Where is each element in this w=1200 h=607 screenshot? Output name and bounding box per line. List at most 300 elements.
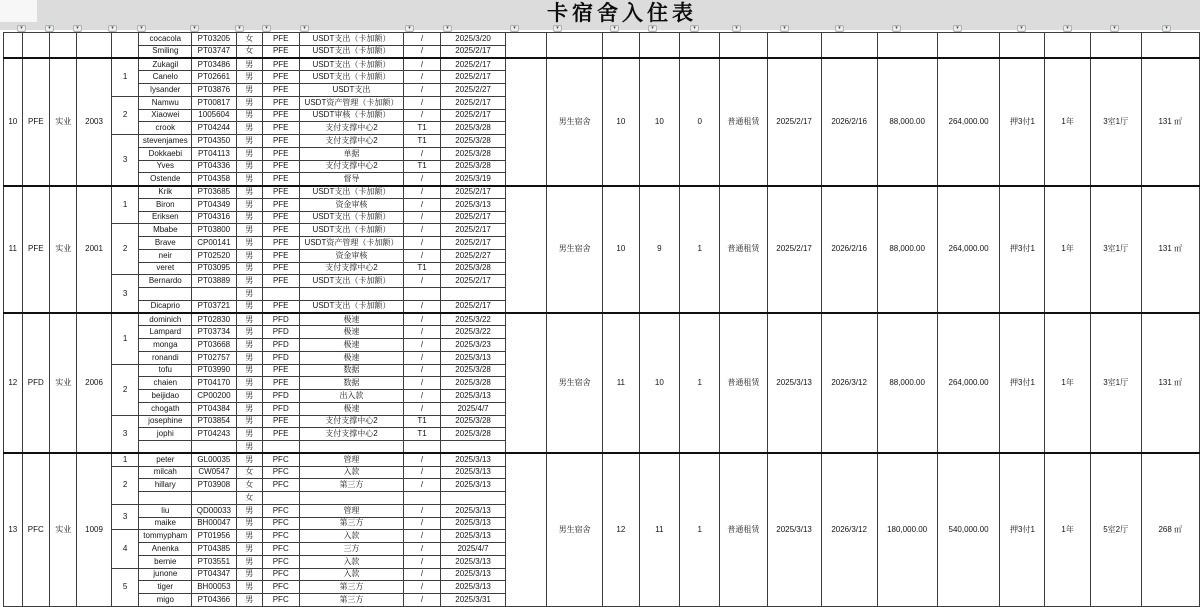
- member-name-cell[interactable]: Canelo: [139, 71, 192, 84]
- member-name-cell[interactable]: lysander: [139, 84, 192, 97]
- job-cell[interactable]: USDT资产管理（卡加额）: [299, 237, 403, 250]
- member-id-cell[interactable]: GL00035: [192, 453, 237, 466]
- tier-cell[interactable]: /: [404, 71, 441, 84]
- room-layout-cell[interactable]: 3室1厅: [1090, 313, 1141, 453]
- member-id-cell[interactable]: PT04350: [192, 135, 237, 148]
- gender-cell[interactable]: 男: [236, 504, 262, 517]
- tier-cell[interactable]: /: [404, 237, 441, 250]
- job-cell[interactable]: [299, 441, 403, 454]
- dorm-type-cell[interactable]: 男生宿舍: [547, 453, 603, 606]
- total-amount-cell[interactable]: 264,000.00: [937, 313, 1000, 453]
- member-name-cell[interactable]: Xiaowei: [139, 109, 192, 122]
- tier-cell[interactable]: /: [404, 555, 441, 568]
- dept-cell[interactable]: PFC: [262, 543, 299, 556]
- dept-cell[interactable]: PFD: [262, 402, 299, 415]
- area-cell[interactable]: 131 ㎡: [1141, 58, 1199, 186]
- member-name-cell[interactable]: tiger: [139, 581, 192, 594]
- gender-cell[interactable]: 女: [236, 492, 262, 505]
- tier-cell[interactable]: /: [404, 33, 441, 46]
- bed-count-cell[interactable]: 10: [603, 186, 640, 314]
- member-id-cell[interactable]: BH00053: [192, 581, 237, 594]
- group-no-cell[interactable]: 2: [111, 224, 139, 275]
- dept-cell[interactable]: [262, 441, 299, 454]
- job-cell[interactable]: 极速: [299, 339, 403, 352]
- group-no-cell[interactable]: 3: [111, 415, 139, 453]
- member-id-cell[interactable]: [192, 492, 237, 505]
- dept-cell[interactable]: PFD: [262, 313, 299, 326]
- dept-cell[interactable]: PFE: [262, 122, 299, 135]
- member-name-cell[interactable]: jophi: [139, 428, 192, 441]
- checkin-date-cell[interactable]: 2025/3/28: [440, 160, 506, 173]
- lease-type-cell[interactable]: 普通租赁: [720, 186, 767, 314]
- tier-cell[interactable]: /: [404, 84, 441, 97]
- tier-cell[interactable]: [404, 288, 441, 301]
- dept-cell[interactable]: PFE: [262, 96, 299, 109]
- rent-amount-cell[interactable]: 88,000.00: [877, 58, 937, 186]
- business-type-cell[interactable]: 实业: [50, 58, 77, 186]
- dept-cell[interactable]: PFE: [262, 198, 299, 211]
- gender-cell[interactable]: 男: [236, 262, 262, 275]
- checkin-date-cell[interactable]: 2025/3/20: [440, 33, 506, 46]
- job-cell[interactable]: 极速: [299, 313, 403, 326]
- member-id-cell[interactable]: PT03668: [192, 339, 237, 352]
- gender-cell[interactable]: 男: [236, 453, 262, 466]
- column-dropdown-icon[interactable]: ▾: [108, 25, 117, 32]
- tier-cell[interactable]: /: [404, 543, 441, 556]
- tier-cell[interactable]: /: [404, 453, 441, 466]
- member-name-cell[interactable]: monga: [139, 339, 192, 352]
- rent-amount-cell[interactable]: 88,000.00: [877, 313, 937, 453]
- checkin-date-cell[interactable]: 2025/3/13: [440, 530, 506, 543]
- member-id-cell[interactable]: PT04336: [192, 160, 237, 173]
- column-dropdown-icon[interactable]: ▾: [1110, 25, 1119, 32]
- company-cell[interactable]: PFD: [22, 313, 49, 453]
- lease-start-cell[interactable]: 2025/3/13: [767, 313, 821, 453]
- gender-cell[interactable]: 男: [236, 364, 262, 377]
- checkin-date-cell[interactable]: 2025/2/17: [440, 45, 506, 58]
- member-id-cell[interactable]: PT02830: [192, 313, 237, 326]
- room-layout-cell[interactable]: 5室2厅: [1090, 453, 1141, 606]
- group-no-cell[interactable]: 3: [111, 275, 139, 313]
- job-cell[interactable]: 支付支撑中心2: [299, 160, 403, 173]
- group-no-cell[interactable]: 3: [111, 135, 139, 186]
- job-cell[interactable]: 管理: [299, 453, 403, 466]
- dept-cell[interactable]: PFE: [262, 415, 299, 428]
- checkin-date-cell[interactable]: 2025/3/23: [440, 339, 506, 352]
- tier-cell[interactable]: /: [404, 402, 441, 415]
- tier-cell[interactable]: T1: [404, 262, 441, 275]
- tier-cell[interactable]: /: [404, 186, 441, 199]
- checkin-date-cell[interactable]: 2025/2/17: [440, 71, 506, 84]
- member-name-cell[interactable]: cocacola: [139, 33, 192, 46]
- member-name-cell[interactable]: Yves: [139, 160, 192, 173]
- dept-cell[interactable]: PFE: [262, 211, 299, 224]
- job-cell[interactable]: 支付支撑中心2: [299, 415, 403, 428]
- member-id-cell[interactable]: PT03876: [192, 84, 237, 97]
- tier-cell[interactable]: /: [404, 504, 441, 517]
- gender-cell[interactable]: 男: [236, 58, 262, 71]
- checkin-date-cell[interactable]: 2025/3/22: [440, 313, 506, 326]
- checkin-date-cell[interactable]: 2025/3/28: [440, 122, 506, 135]
- total-amount-cell[interactable]: 264,000.00: [937, 186, 1000, 314]
- column-dropdown-icon[interactable]: ▾: [892, 25, 901, 32]
- gender-cell[interactable]: 男: [236, 211, 262, 224]
- dept-cell[interactable]: PFD: [262, 326, 299, 339]
- tier-cell[interactable]: /: [404, 147, 441, 160]
- gender-cell[interactable]: 男: [236, 581, 262, 594]
- job-cell[interactable]: 三方: [299, 543, 403, 556]
- member-name-cell[interactable]: chaien: [139, 377, 192, 390]
- dept-cell[interactable]: PFD: [262, 390, 299, 403]
- member-name-cell[interactable]: veret: [139, 262, 192, 275]
- tier-cell[interactable]: /: [404, 300, 441, 313]
- job-cell[interactable]: 管理: [299, 504, 403, 517]
- checkin-date-cell[interactable]: 2025/2/17: [440, 109, 506, 122]
- group-no-cell[interactable]: 1: [111, 58, 139, 96]
- tier-cell[interactable]: T1: [404, 160, 441, 173]
- member-name-cell[interactable]: hillary: [139, 479, 192, 492]
- job-cell[interactable]: 支付支撑中心2: [299, 135, 403, 148]
- company-cell[interactable]: PFE: [22, 186, 49, 314]
- lease-type-cell[interactable]: 普通租赁: [720, 313, 767, 453]
- tier-cell[interactable]: /: [404, 530, 441, 543]
- gender-cell[interactable]: 男: [236, 300, 262, 313]
- dept-cell[interactable]: PFC: [262, 504, 299, 517]
- column-dropdown-icon[interactable]: ▾: [405, 25, 414, 32]
- checkin-date-cell[interactable]: 2025/3/13: [440, 453, 506, 466]
- job-cell[interactable]: 督导: [299, 173, 403, 186]
- group-no-cell[interactable]: 1: [111, 313, 139, 364]
- lease-term-cell[interactable]: 1年: [1045, 453, 1090, 606]
- checkin-date-cell[interactable]: 2025/3/28: [440, 135, 506, 148]
- member-id-cell[interactable]: PT04384: [192, 402, 237, 415]
- member-id-cell[interactable]: PT03551: [192, 555, 237, 568]
- member-id-cell[interactable]: PT04170: [192, 377, 237, 390]
- gender-cell[interactable]: 男: [236, 313, 262, 326]
- gender-cell[interactable]: 男: [236, 186, 262, 199]
- tier-cell[interactable]: T1: [404, 415, 441, 428]
- lease-term-cell[interactable]: 1年: [1045, 58, 1090, 186]
- column-dropdown-icon[interactable]: ▾: [73, 25, 82, 32]
- member-id-cell[interactable]: PT03734: [192, 326, 237, 339]
- checkin-date-cell[interactable]: 2025/3/28: [440, 147, 506, 160]
- tier-cell[interactable]: T1: [404, 122, 441, 135]
- gender-cell[interactable]: 男: [236, 122, 262, 135]
- member-id-cell[interactable]: PT04113: [192, 147, 237, 160]
- checkin-date-cell[interactable]: 2025/3/13: [440, 504, 506, 517]
- dorm-type-cell[interactable]: 男生宿舍: [547, 186, 603, 314]
- gender-cell[interactable]: 男: [236, 135, 262, 148]
- member-name-cell[interactable]: Namwu: [139, 96, 192, 109]
- checkin-date-cell[interactable]: 2025/2/17: [440, 96, 506, 109]
- group-no-cell[interactable]: 2: [111, 96, 139, 134]
- payment-terms-cell[interactable]: 押3付1: [1000, 186, 1045, 314]
- lease-start-cell[interactable]: 2025/2/17: [767, 58, 821, 186]
- member-id-cell[interactable]: PT03205: [192, 33, 237, 46]
- block-no-cell[interactable]: 10: [4, 58, 23, 186]
- gender-cell[interactable]: 男: [236, 415, 262, 428]
- company-cell[interactable]: [22, 33, 49, 59]
- tier-cell[interactable]: /: [404, 466, 441, 479]
- lease-start-cell[interactable]: 2025/3/13: [767, 453, 821, 606]
- dept-cell[interactable]: PFE: [262, 262, 299, 275]
- member-id-cell[interactable]: PT02757: [192, 351, 237, 364]
- gender-cell[interactable]: 男: [236, 237, 262, 250]
- gender-cell[interactable]: 男: [236, 351, 262, 364]
- checkin-date-cell[interactable]: 2025/3/13: [440, 568, 506, 581]
- member-name-cell[interactable]: maike: [139, 517, 192, 530]
- checkin-date-cell[interactable]: 2025/3/13: [440, 517, 506, 530]
- member-id-cell[interactable]: PT03908: [192, 479, 237, 492]
- gender-cell[interactable]: 男: [236, 390, 262, 403]
- tier-cell[interactable]: /: [404, 326, 441, 339]
- gender-cell[interactable]: 男: [236, 96, 262, 109]
- group-no-cell[interactable]: 1: [111, 186, 139, 224]
- block-no-cell[interactable]: [4, 33, 23, 59]
- tier-cell[interactable]: /: [404, 173, 441, 186]
- group-no-cell[interactable]: [111, 33, 139, 59]
- job-cell[interactable]: USDT支出（卡加额）: [299, 186, 403, 199]
- tier-cell[interactable]: [404, 441, 441, 454]
- member-name-cell[interactable]: Dicaprio: [139, 300, 192, 313]
- occupied-count-cell[interactable]: [639, 33, 679, 59]
- area-cell[interactable]: 131 ㎡: [1141, 313, 1199, 453]
- room-layout-cell[interactable]: 3室1厅: [1090, 58, 1141, 186]
- member-id-cell[interactable]: PT03486: [192, 58, 237, 71]
- checkin-date-cell[interactable]: 2025/2/27: [440, 249, 506, 262]
- tier-cell[interactable]: /: [404, 594, 441, 607]
- lease-term-cell[interactable]: 1年: [1045, 186, 1090, 314]
- lease-term-cell[interactable]: 1年: [1045, 313, 1090, 453]
- dept-cell[interactable]: PFE: [262, 275, 299, 288]
- member-name-cell[interactable]: Mbabe: [139, 224, 192, 237]
- gender-cell[interactable]: 男: [236, 568, 262, 581]
- checkin-date-cell[interactable]: 2025/3/28: [440, 428, 506, 441]
- gender-cell[interactable]: 男: [236, 173, 262, 186]
- tier-cell[interactable]: /: [404, 339, 441, 352]
- tier-cell[interactable]: /: [404, 96, 441, 109]
- gender-cell[interactable]: 男: [236, 326, 262, 339]
- bed-count-cell[interactable]: [603, 33, 640, 59]
- member-name-cell[interactable]: Krik: [139, 186, 192, 199]
- checkin-date-cell[interactable]: 2025/3/28: [440, 377, 506, 390]
- job-cell[interactable]: 支付支撑中心2: [299, 122, 403, 135]
- column-dropdown-icon[interactable]: ▾: [235, 25, 244, 32]
- dept-cell[interactable]: PFC: [262, 594, 299, 607]
- member-name-cell[interactable]: milcah: [139, 466, 192, 479]
- spacer-cell[interactable]: [506, 313, 547, 453]
- room-no-cell[interactable]: [77, 33, 111, 59]
- column-dropdown-icon[interactable]: ▾: [648, 25, 657, 32]
- gender-cell[interactable]: 男: [236, 339, 262, 352]
- dept-cell[interactable]: PFE: [262, 33, 299, 46]
- dept-cell[interactable]: PFE: [262, 173, 299, 186]
- tier-cell[interactable]: /: [404, 109, 441, 122]
- member-name-cell[interactable]: chogath: [139, 402, 192, 415]
- dept-cell[interactable]: PFE: [262, 45, 299, 58]
- company-cell[interactable]: PFC: [22, 453, 49, 606]
- vacant-count-cell[interactable]: 1: [680, 313, 720, 453]
- checkin-date-cell[interactable]: 2025/2/27: [440, 84, 506, 97]
- payment-terms-cell[interactable]: 押3付1: [1000, 313, 1045, 453]
- tier-cell[interactable]: T1: [404, 428, 441, 441]
- checkin-date-cell[interactable]: 2025/2/17: [440, 275, 506, 288]
- gender-cell[interactable]: 男: [236, 428, 262, 441]
- gender-cell[interactable]: 男: [236, 198, 262, 211]
- gender-cell[interactable]: 男: [236, 402, 262, 415]
- dept-cell[interactable]: PFE: [262, 147, 299, 160]
- column-dropdown-icon[interactable]: ▾: [835, 25, 844, 32]
- rent-amount-cell[interactable]: [877, 33, 937, 59]
- member-name-cell[interactable]: tommypham: [139, 530, 192, 543]
- dept-cell[interactable]: PFE: [262, 300, 299, 313]
- member-name-cell[interactable]: Biron: [139, 198, 192, 211]
- tier-cell[interactable]: T1: [404, 135, 441, 148]
- dept-cell[interactable]: PFC: [262, 568, 299, 581]
- member-id-cell[interactable]: CP00200: [192, 390, 237, 403]
- checkin-date-cell[interactable]: 2025/4/7: [440, 543, 506, 556]
- member-name-cell[interactable]: josephine: [139, 415, 192, 428]
- dorm-type-cell[interactable]: 男生宿舍: [547, 313, 603, 453]
- gender-cell[interactable]: 男: [236, 224, 262, 237]
- job-cell[interactable]: 第三方: [299, 594, 403, 607]
- member-name-cell[interactable]: migo: [139, 594, 192, 607]
- tier-cell[interactable]: /: [404, 351, 441, 364]
- group-no-cell[interactable]: 5: [111, 568, 139, 606]
- checkin-date-cell[interactable]: 2025/3/28: [440, 262, 506, 275]
- member-id-cell[interactable]: QD00033: [192, 504, 237, 517]
- lease-type-cell[interactable]: 普通租赁: [720, 453, 767, 606]
- room-no-cell[interactable]: 1009: [77, 453, 111, 606]
- member-id-cell[interactable]: PT02661: [192, 71, 237, 84]
- member-name-cell[interactable]: dominich: [139, 313, 192, 326]
- dept-cell[interactable]: PFC: [262, 581, 299, 594]
- gender-cell[interactable]: 男: [236, 555, 262, 568]
- column-dropdown-icon[interactable]: ▾: [137, 25, 146, 32]
- job-cell[interactable]: 出入款: [299, 390, 403, 403]
- job-cell[interactable]: 单据: [299, 147, 403, 160]
- business-type-cell[interactable]: 实业: [50, 313, 77, 453]
- member-id-cell[interactable]: PT04349: [192, 198, 237, 211]
- member-name-cell[interactable]: [139, 441, 192, 454]
- member-id-cell[interactable]: PT03990: [192, 364, 237, 377]
- job-cell[interactable]: 支付支撑中心2: [299, 262, 403, 275]
- job-cell[interactable]: 数据: [299, 364, 403, 377]
- column-dropdown-icon[interactable]: ▾: [690, 25, 699, 32]
- dept-cell[interactable]: PFE: [262, 84, 299, 97]
- job-cell[interactable]: USDT支出（卡加额）: [299, 71, 403, 84]
- column-dropdown-icon[interactable]: ▾: [190, 25, 199, 32]
- gender-cell[interactable]: 女: [236, 33, 262, 46]
- tier-cell[interactable]: /: [404, 390, 441, 403]
- member-id-cell[interactable]: PT03721: [192, 300, 237, 313]
- column-dropdown-icon[interactable]: ▾: [953, 25, 962, 32]
- dept-cell[interactable]: PFC: [262, 517, 299, 530]
- member-name-cell[interactable]: Eriksen: [139, 211, 192, 224]
- column-dropdown-icon[interactable]: ▾: [443, 25, 452, 32]
- tier-cell[interactable]: /: [404, 198, 441, 211]
- column-dropdown-icon[interactable]: ▾: [1063, 25, 1072, 32]
- member-id-cell[interactable]: PT03800: [192, 224, 237, 237]
- dept-cell[interactable]: [262, 492, 299, 505]
- group-no-cell[interactable]: 2: [111, 364, 139, 415]
- gender-cell[interactable]: 男: [236, 71, 262, 84]
- dept-cell[interactable]: PFE: [262, 186, 299, 199]
- member-id-cell[interactable]: [192, 288, 237, 301]
- dept-cell[interactable]: PFE: [262, 135, 299, 148]
- room-no-cell[interactable]: 2001: [77, 186, 111, 314]
- column-dropdown-icon[interactable]: ▾: [262, 25, 271, 32]
- total-amount-cell[interactable]: 264,000.00: [937, 58, 1000, 186]
- dept-cell[interactable]: PFC: [262, 555, 299, 568]
- member-id-cell[interactable]: CP00141: [192, 237, 237, 250]
- occupied-count-cell[interactable]: 9: [639, 186, 679, 314]
- job-cell[interactable]: USDT支出（卡加额）: [299, 300, 403, 313]
- member-name-cell[interactable]: liu: [139, 504, 192, 517]
- block-no-cell[interactable]: 12: [4, 313, 23, 453]
- job-cell[interactable]: 第三方: [299, 479, 403, 492]
- dept-cell[interactable]: PFC: [262, 453, 299, 466]
- group-no-cell[interactable]: 1: [111, 453, 139, 466]
- job-cell[interactable]: USDT支出（卡加额）: [299, 211, 403, 224]
- job-cell[interactable]: [299, 288, 403, 301]
- lease-end-cell[interactable]: 2026/3/12: [821, 453, 877, 606]
- checkin-date-cell[interactable]: 2025/2/17: [440, 237, 506, 250]
- rent-amount-cell[interactable]: 88,000.00: [877, 186, 937, 314]
- lease-term-cell[interactable]: [1045, 33, 1090, 59]
- member-id-cell[interactable]: PT03685: [192, 186, 237, 199]
- checkin-date-cell[interactable]: 2025/3/13: [440, 198, 506, 211]
- bed-count-cell[interactable]: 12: [603, 453, 640, 606]
- tier-cell[interactable]: [404, 492, 441, 505]
- area-cell[interactable]: [1141, 33, 1199, 59]
- member-name-cell[interactable]: crook: [139, 122, 192, 135]
- lease-start-cell[interactable]: [767, 33, 821, 59]
- column-dropdown-icon[interactable]: ▾: [17, 25, 26, 32]
- gender-cell[interactable]: 男: [236, 147, 262, 160]
- checkin-date-cell[interactable]: [440, 441, 506, 454]
- tier-cell[interactable]: /: [404, 211, 441, 224]
- tier-cell[interactable]: /: [404, 58, 441, 71]
- checkin-date-cell[interactable]: 2025/4/7: [440, 402, 506, 415]
- room-layout-cell[interactable]: 3室1厅: [1090, 186, 1141, 314]
- checkin-date-cell[interactable]: [440, 492, 506, 505]
- dept-cell[interactable]: PFE: [262, 364, 299, 377]
- member-id-cell[interactable]: PT01956: [192, 530, 237, 543]
- checkin-date-cell[interactable]: 2025/3/13: [440, 351, 506, 364]
- checkin-date-cell[interactable]: 2025/3/22: [440, 326, 506, 339]
- member-id-cell[interactable]: PT02520: [192, 249, 237, 262]
- job-cell[interactable]: 入款: [299, 466, 403, 479]
- gender-cell[interactable]: 男: [236, 275, 262, 288]
- column-dropdown-icon[interactable]: ▾: [510, 25, 519, 32]
- member-id-cell[interactable]: [192, 441, 237, 454]
- column-dropdown-icon[interactable]: ▾: [45, 25, 54, 32]
- occupied-count-cell[interactable]: 11: [639, 453, 679, 606]
- lease-start-cell[interactable]: 2025/2/17: [767, 186, 821, 314]
- job-cell[interactable]: 资金审核: [299, 249, 403, 262]
- member-name-cell[interactable]: Lampard: [139, 326, 192, 339]
- block-no-cell[interactable]: 13: [4, 453, 23, 606]
- column-dropdown-icon[interactable]: ▾: [1162, 25, 1171, 32]
- job-cell[interactable]: 第三方: [299, 581, 403, 594]
- tier-cell[interactable]: /: [404, 313, 441, 326]
- member-name-cell[interactable]: Dokkaebi: [139, 147, 192, 160]
- business-type-cell[interactable]: [50, 33, 77, 59]
- tier-cell[interactable]: /: [404, 479, 441, 492]
- payment-terms-cell[interactable]: 押3付1: [1000, 453, 1045, 606]
- job-cell[interactable]: USDT资产管理（卡加额）: [299, 96, 403, 109]
